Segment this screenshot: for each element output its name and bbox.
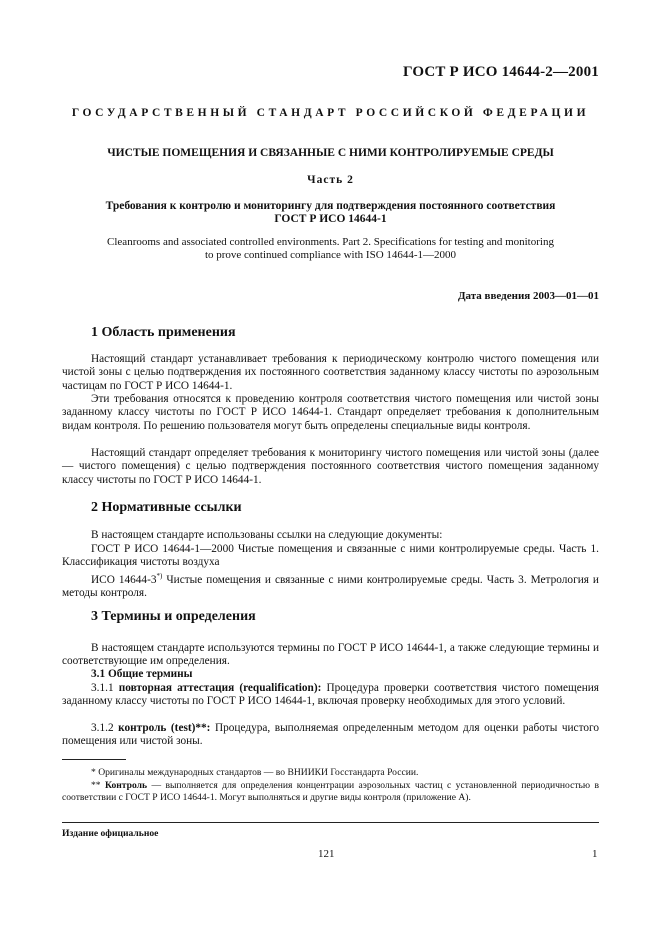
section-3-paragraph-1: В настоящем стандарте используются термины по ГОСТ Р ИСО 14644-1, а также следующие термины и соответствующие им определения. [62,642,599,668]
part-label: Часть 2 [307,174,354,186]
english-title [62,236,599,262]
section-1-paragraph-3: Настоящий стандарт определяет требования к мониторингу чистого помещения или чистой зоны (далее — чистого помещения) с целью подтверждения постоянного соответствия чистого помещения заданному классу чистоты по ГОСТ Р ИСО 14644-1. [62,447,599,486]
state-standard-heading: ГОСУДАРСТВЕННЫЙ СТАНДАРТ РОССИЙСКОЙ ФЕДЕРАЦИИ [71,107,590,119]
section-1-paragraph-2: Эти требования относятся к проведению контроля соответствия чистого помещения или чистой зоны заданному классу чистоты по ГОСТ Р ИСО 14644-1. Стандарт определяет требования к дополнительным видам контроля. По решению пользователя могут быть определены специальные виды контроля. [62,393,599,432]
subtitle-line-1: Требования к контролю и мониторингу для подтверждения постоянного соответствия [105,200,556,212]
page-number: 121 [318,848,335,860]
sheet-number: 1 [592,848,598,860]
subtitle-line-2: ГОСТ Р ИСО 14644-1 [274,213,387,225]
section-2-heading: 2 Нормативные ссылки [91,500,242,515]
footnote-1: * Оригиналы международных стандартов — во ВНИИКИ Госстандарта России. [91,767,419,778]
term-test: 3.1.2 контроль (test)**: Процедура, выполняемая определенным методом для оценки работы чистого помещения или чистой зоны. [62,722,600,748]
document-subtitle [62,200,599,226]
document-code: ГОСТ Р ИСО 14644-2—2001 [402,64,599,80]
section-2-reference-1: ГОСТ Р ИСО 14644-1—2000 Чистые помещения и связанные с ними контролируемые среды. Часть 1. Классификация чистоты воздуха [62,543,599,569]
english-title-line-1: Cleanrooms and associated controlled environments. Part 2. Specifications for testing and monitoring [107,236,554,248]
section-1-paragraph-1: Настоящий стандарт устанавливает требования к периодическому контролю чистого помещения или чистой зоны с целью подтверждения их постоянного соответствия заданному классу чистоты по аэрозольным частицам по ГОСТ Р ИСО 14644-1. [62,353,599,392]
english-title-line-2: to prove continued compliance with ISO 14644-1—2000 [204,249,457,261]
term-requalification: 3.1.1 повторная аттестация (requalification): Процедура проверки соответствия чистого помещения заданному классу чистоты по ГОСТ Р ИСО 14644-1, включая проверку необходимых для этого условий. [62,682,599,708]
section-1-heading: 1 Область применения [91,325,236,340]
introduction-date: Дата введения 2003—01—01 [457,290,599,302]
section-3-heading: 3 Термины и определения [91,609,256,624]
footnote-divider [62,759,126,760]
document-title: ЧИСТЫЕ ПОМЕЩЕНИЯ И СВЯЗАННЫЕ С НИМИ КОНТРОЛИРУЕМЫЕ СРЕДЫ [107,147,554,159]
official-edition-label: Издание официальное [62,828,159,839]
footnote-2: ** Контроль — выполняется для определения концентрации аэрозольных частиц с установленной периодичностью в соответствии с ГОСТ Р ИСО 14644-1. Могут выполняться и другие виды контроля (приложение А). [62,780,599,803]
section-2-paragraph-1: В настоящем стандарте использованы ссылки на следующие документы: [91,529,443,541]
edition-divider [62,822,599,823]
section-2-reference-2: ИСО 14644-3*) Чистые помещения и связанные с ними контролируемые среды. Часть 3. Метрология и методы контроля. [62,572,599,600]
section-3-1-heading: 3.1 Общие термины [91,668,193,680]
